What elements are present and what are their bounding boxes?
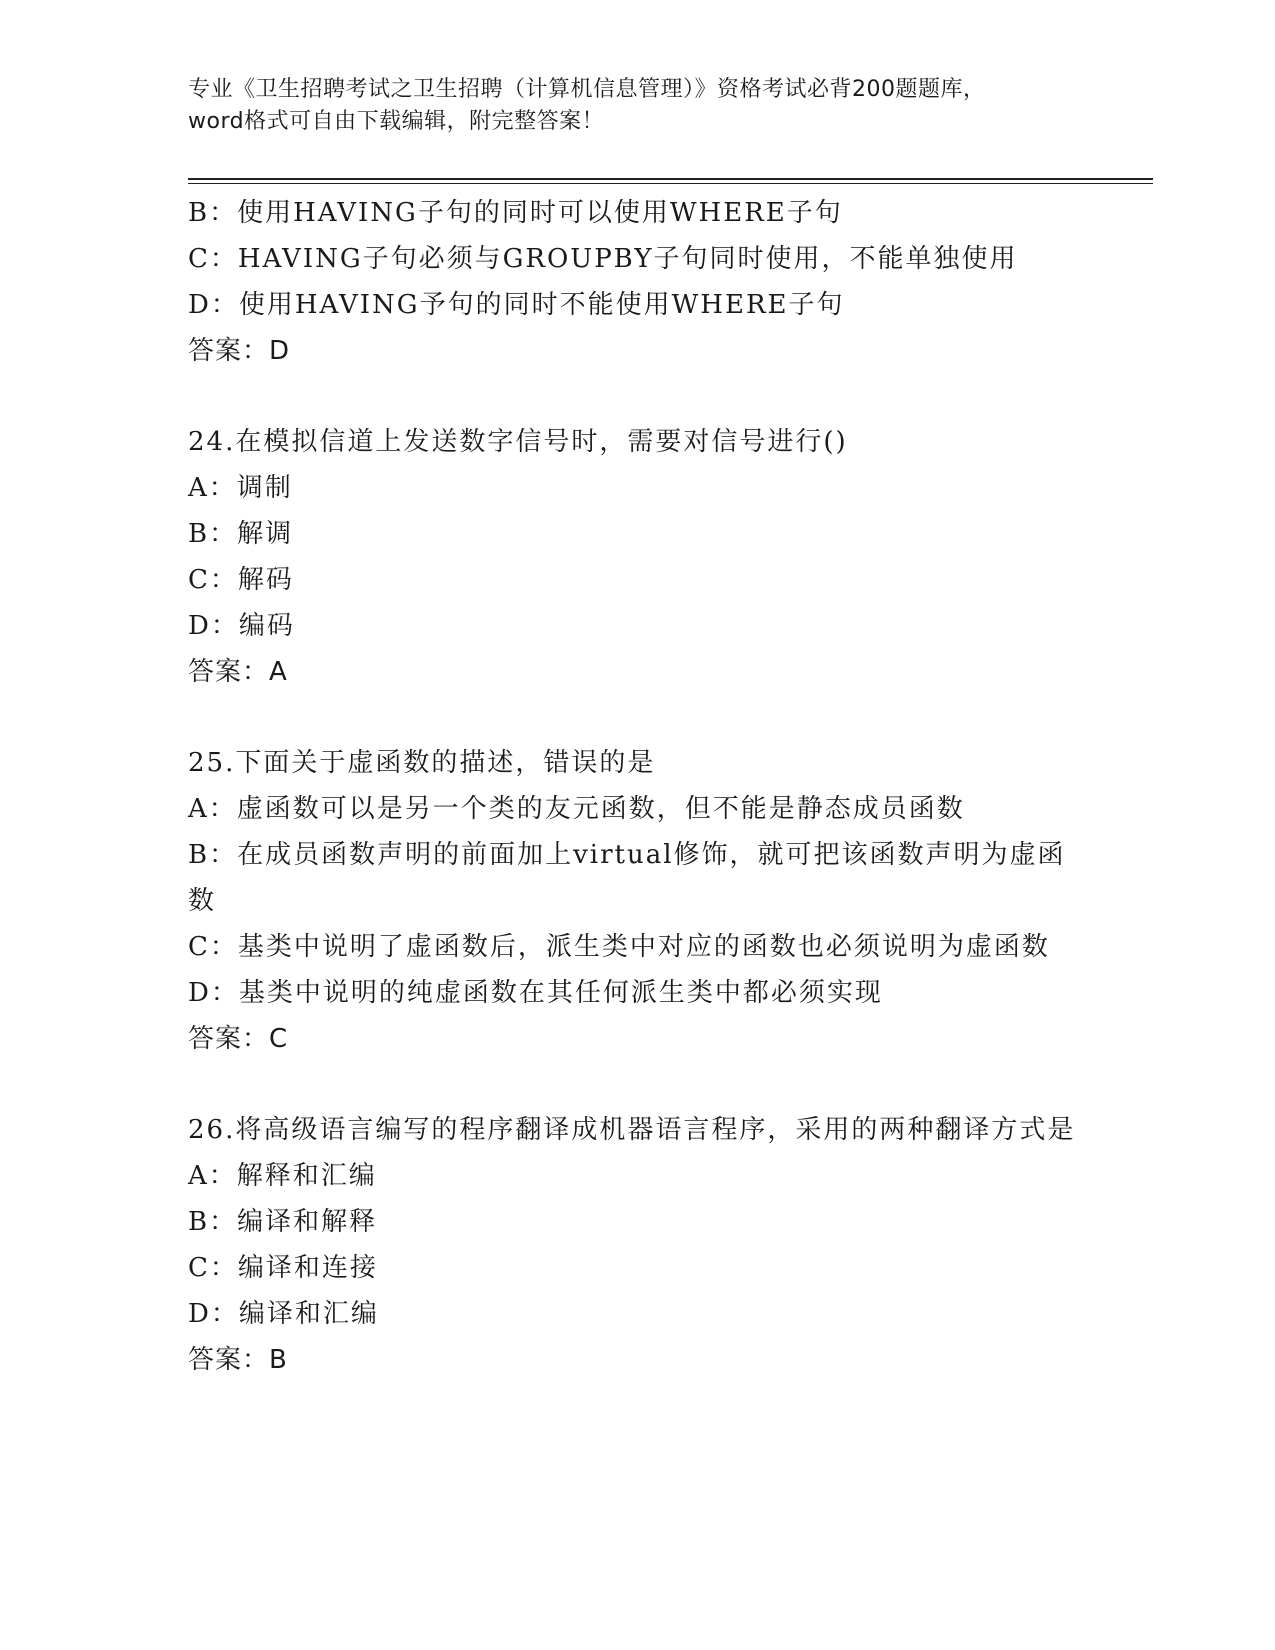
- spacer: [188, 374, 1088, 419]
- option-d: D：编码: [188, 611, 295, 641]
- answer: 答案：C: [188, 1024, 289, 1054]
- question-23: [188, 190, 1088, 374]
- answer: 答案：D: [188, 336, 291, 366]
- option-d: D：编译和汇编: [188, 1299, 379, 1329]
- option-b: B：解调: [188, 519, 294, 549]
- option-d: D：使用HAVING予句的同时不能使用WHERE子句: [188, 290, 845, 320]
- question-list: [188, 190, 1088, 1383]
- option-a: A：虚函数可以是另一个类的友元函数，但不能是静态成员函数: [188, 794, 965, 824]
- spacer: [188, 695, 1088, 740]
- header-title-line-2: word格式可自由下载编辑，附完整答案！: [188, 109, 605, 134]
- option-c: C：编译和连接: [188, 1253, 378, 1283]
- option-c: C：HAVING子句必须与GROUPBY子句同时使用，不能单独使用: [188, 244, 1018, 274]
- question-text: 25.下面关于虚函数的描述，错误的是: [188, 748, 656, 778]
- document-header: [188, 74, 1068, 138]
- option-a: A：解释和汇编: [188, 1161, 377, 1191]
- question-text: 24.在模拟信道上发送数字信号时，需要对信号进行(): [188, 427, 848, 457]
- option-c: C：解码: [188, 565, 294, 595]
- question-26: [188, 1107, 1088, 1383]
- question-25: [188, 740, 1088, 1062]
- answer: 答案：A: [188, 657, 288, 687]
- option-b: B：编译和解释: [188, 1207, 378, 1237]
- option-d: D：基类中说明的纯虚函数在其任何派生类中都必须实现: [188, 978, 883, 1008]
- option-b: B：使用HAVING子句的同时可以使用WHERE子句: [188, 198, 843, 228]
- header-title-line-1: 专业《卫生招聘考试之卫生招聘（计算机信息管理）》资格考试必背200题题库，: [188, 77, 986, 102]
- option-c: C：基类中说明了虚函数后，派生类中对应的函数也必须说明为虚函数: [188, 932, 1050, 962]
- answer: 答案：B: [188, 1345, 288, 1375]
- option-b: B：在成员函数声明的前面加上virtual修饰，就可把该函数声明为虚函数: [188, 840, 1066, 916]
- option-a: A：调制: [188, 473, 293, 503]
- question-24: [188, 419, 1088, 695]
- spacer: [188, 1062, 1088, 1107]
- header-divider: [188, 178, 1153, 184]
- question-text: 26.将高级语言编写的程序翻译成机器语言程序，采用的两种翻译方式是: [188, 1115, 1076, 1145]
